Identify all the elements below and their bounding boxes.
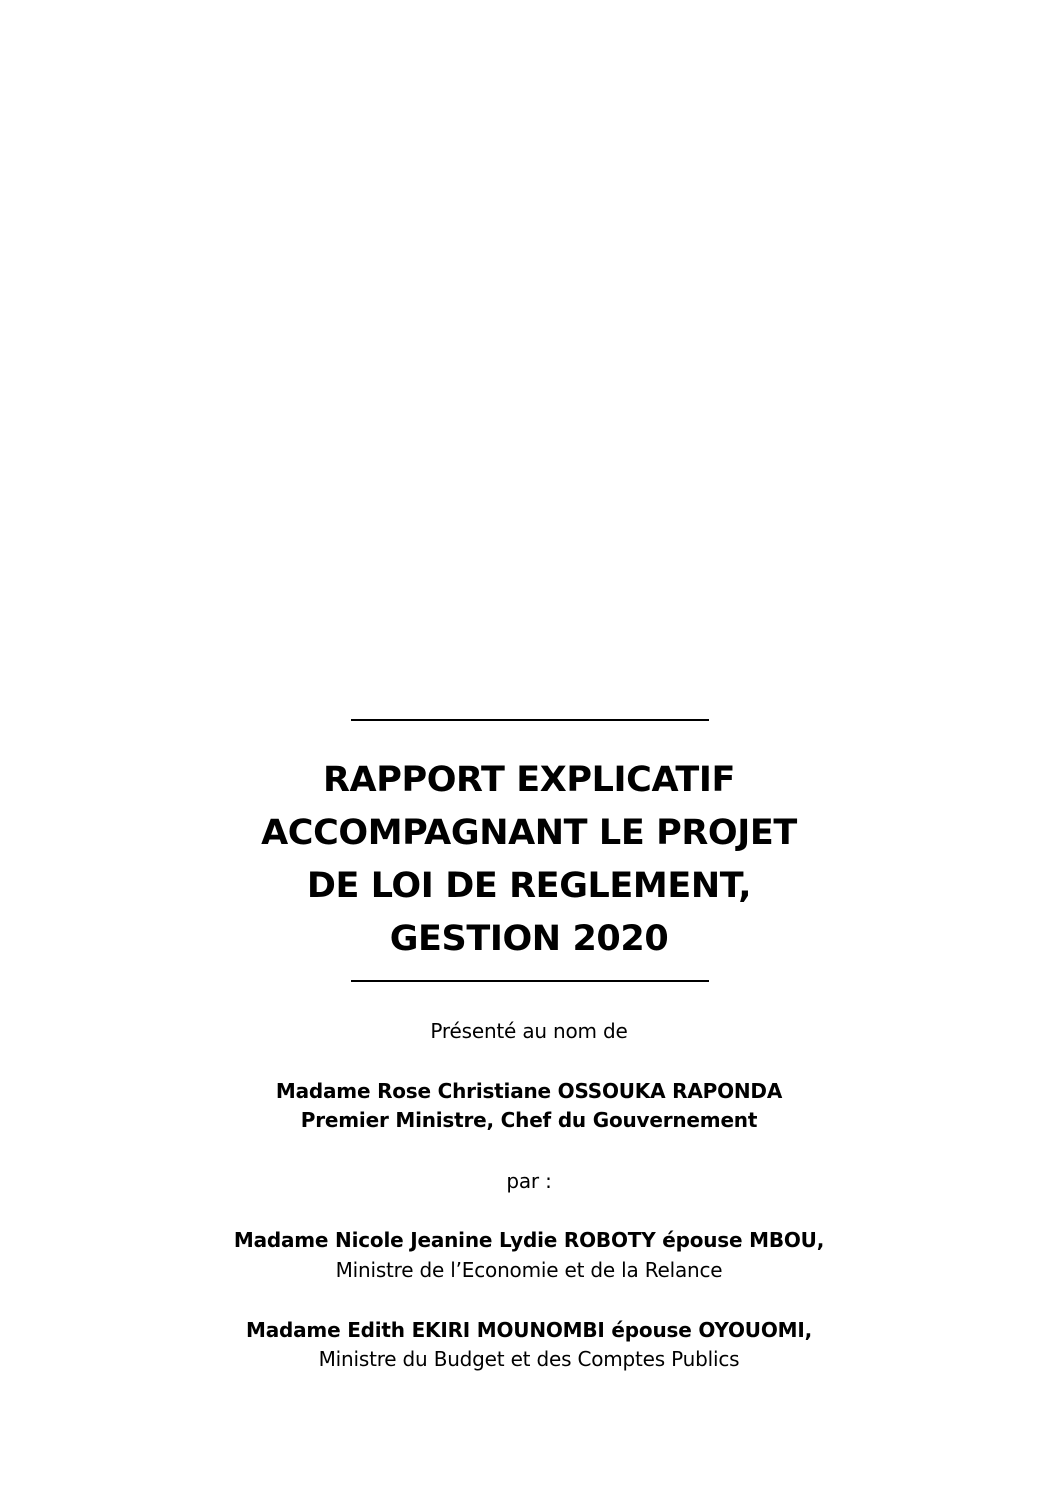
document-title bbox=[0, 754, 1058, 966]
prime-minister-name: Madame Rose Christiane OSSOUKA RAPONDA bbox=[275, 1079, 783, 1103]
top-divider bbox=[351, 719, 709, 721]
minister-economy-name: Madame Nicole Jeanine Lydie ROBOTY épouse MBOU, bbox=[233, 1228, 825, 1252]
title-line-4: GESTION 2020 bbox=[389, 919, 669, 959]
bottom-divider bbox=[351, 980, 709, 982]
minister-budget-name: Madame Edith EKIRI MOUNOMBI épouse OYOUOMI, bbox=[246, 1318, 812, 1342]
title-line-2: ACCOMPAGNANT LE PROJET bbox=[261, 813, 797, 853]
title-line-1: RAPPORT EXPLICATIF bbox=[322, 760, 736, 800]
title-line-3: DE LOI DE REGLEMENT, bbox=[306, 866, 752, 906]
minister-budget-title: Ministre du Budget et des Comptes Publics bbox=[318, 1347, 740, 1371]
minister-economy-title: Ministre de l’Economie et de la Relance bbox=[335, 1258, 723, 1282]
by-label: par : bbox=[506, 1169, 552, 1193]
presented-label: Présenté au nom de bbox=[430, 1019, 628, 1043]
prime-minister-title: Premier Ministre, Chef du Gouvernement bbox=[300, 1108, 758, 1132]
